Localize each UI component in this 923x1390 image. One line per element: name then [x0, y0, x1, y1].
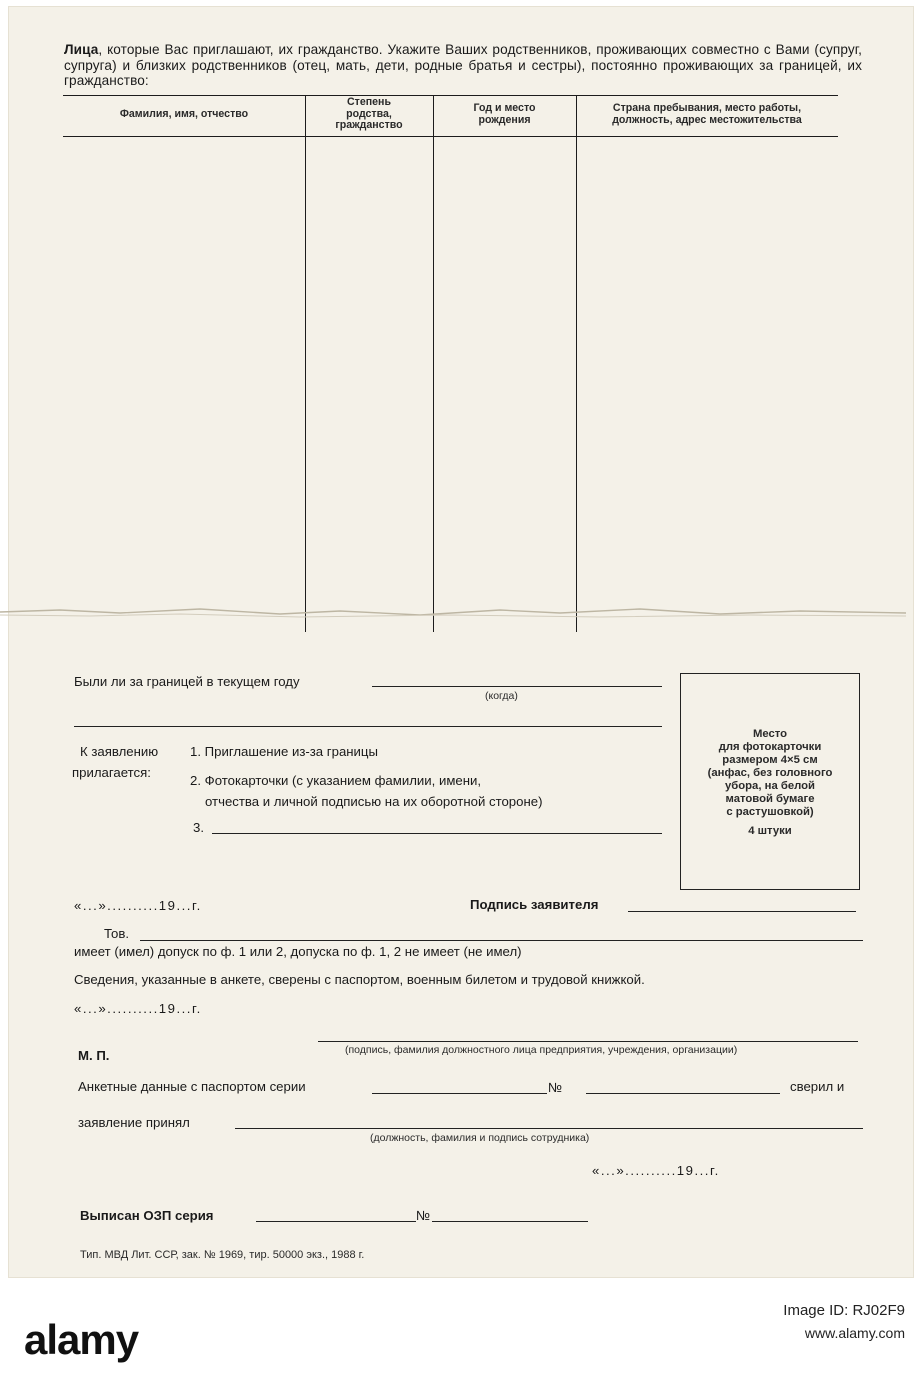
- attachments-label-line1: К заявлению: [80, 744, 159, 759]
- table-header-relation-line: Степень: [347, 96, 391, 108]
- abroad-extra-line[interactable]: [74, 726, 662, 727]
- attachment-item-2: 2. Фотокарточки (с указанием фамилии, имени,: [190, 773, 482, 788]
- table-column-divider: [576, 95, 577, 632]
- passport-series-field[interactable]: [372, 1093, 547, 1094]
- verified-statement: Сведения, указанные в анкете, сверены с паспортом, военным билетом и трудовой книжкой.: [74, 972, 645, 987]
- table-header-relation: [305, 97, 433, 132]
- ozp-label: Выписан ОЗП серия: [80, 1208, 214, 1223]
- photo-instruction-line: убора, на белой: [725, 780, 815, 792]
- table-header-relation-line: родства,: [346, 107, 392, 120]
- abroad-question: Были ли за границей в текущем году: [74, 674, 300, 689]
- table-header-birth-line: рождения: [478, 113, 531, 126]
- watermark-site: www.alamy.com: [804, 1325, 905, 1341]
- table-header-name: Фамилия, имя, отчество: [119, 108, 249, 120]
- watermark-info: [783, 1300, 905, 1344]
- paper-fold-crease: [0, 603, 906, 621]
- accepted-label: заявление принял: [78, 1115, 190, 1130]
- printing-imprint: Тип. МВД Лит. ССР, зак. № 1969, тир. 50000 экз., 1988 г.: [80, 1249, 365, 1261]
- table-header-rule: [63, 136, 838, 137]
- ozp-number-sign: №: [416, 1208, 431, 1223]
- table-header-residence-line: должность, адрес местожительства: [612, 113, 802, 126]
- photo-instruction-line: Место: [752, 728, 788, 740]
- table-header-birth-line: Год и место: [473, 102, 536, 114]
- clearance-statement: имеет (имел) допуск по ф. 1 или 2, допуска по ф. 1, 2 не имеет (не имел): [74, 944, 522, 959]
- attachment-item-3-field[interactable]: [212, 833, 662, 834]
- ozp-series-field[interactable]: [256, 1221, 416, 1222]
- photo-instructions: [681, 728, 859, 838]
- table-header-residence: [576, 103, 838, 126]
- passport-label: Анкетные данные с паспортом серии: [78, 1079, 306, 1094]
- photo-count: 4 штуки: [748, 825, 792, 837]
- tov-name-field[interactable]: [140, 940, 863, 941]
- official-signature-field[interactable]: [318, 1041, 858, 1042]
- table-column-divider: [305, 95, 306, 632]
- tov-label: Тов.: [104, 926, 130, 941]
- passport-number-field[interactable]: [586, 1093, 780, 1094]
- passport-number-sign: №: [548, 1080, 563, 1095]
- verification-date: «...»..........19...г.: [74, 1001, 202, 1016]
- applicant-signature-label: Подпись заявителя: [470, 897, 599, 912]
- photo-placeholder-box: [680, 673, 860, 890]
- alamy-logo: alamy: [24, 1316, 139, 1363]
- abroad-when-field[interactable]: [372, 686, 662, 687]
- passport-checked-label: сверил и: [790, 1079, 845, 1094]
- attachment-item-3: 3.: [193, 820, 204, 835]
- photo-instruction-line: размером 4×5 см: [722, 754, 818, 766]
- photo-instruction-line: (анфас, без головного: [707, 767, 833, 779]
- photo-instruction-line: с растушовкой): [726, 806, 814, 818]
- official-signature-hint: (подпись, фамилия должностного лица предприятия, учреждения, организации): [345, 1044, 738, 1056]
- ozp-number-field[interactable]: [432, 1221, 588, 1222]
- watermark-image-id: Image ID: RJ02F9: [783, 1302, 905, 1319]
- application-date: «...»..........19...г.: [74, 898, 202, 913]
- photo-instruction-line: для фотокарточки: [718, 741, 822, 753]
- table-header-relation-line: гражданство: [335, 119, 403, 131]
- photo-instruction-line: матовой бумаге: [725, 793, 815, 805]
- applicant-signature-field[interactable]: [628, 911, 856, 912]
- accepted-by-field[interactable]: [235, 1128, 863, 1129]
- attachments-label-line2: прилагается:: [72, 765, 151, 780]
- accepted-by-hint: (должность, фамилия и подпись сотрудника): [370, 1132, 590, 1144]
- intro-bold-start: Лица: [64, 42, 99, 57]
- attachment-item-2-cont: отчества и личной подписью на их оборотной стороне): [205, 794, 543, 809]
- table-header-birth: [433, 103, 576, 126]
- abroad-when-hint: (когда): [485, 690, 518, 702]
- table-header-residence-line: Страна пребывания, место работы,: [612, 102, 802, 114]
- attachment-item-1: 1. Приглашение из-за границы: [190, 744, 378, 759]
- intro-paragraph: [64, 42, 862, 89]
- intro-text: , которые Вас приглашают, их гражданство. Укажите Ваших родственников, проживающих совместно с Вами (супруг, супруга) и близких родственников (отец, мать, дети, родные братья и сестры), постоянно проживающих за границей, их гражданство:: [64, 42, 862, 89]
- table-column-divider: [433, 95, 434, 632]
- table-top-rule: [63, 95, 838, 96]
- stamp-place-label: М. П.: [78, 1048, 110, 1063]
- acceptance-date: «...»..........19...г.: [592, 1163, 720, 1178]
